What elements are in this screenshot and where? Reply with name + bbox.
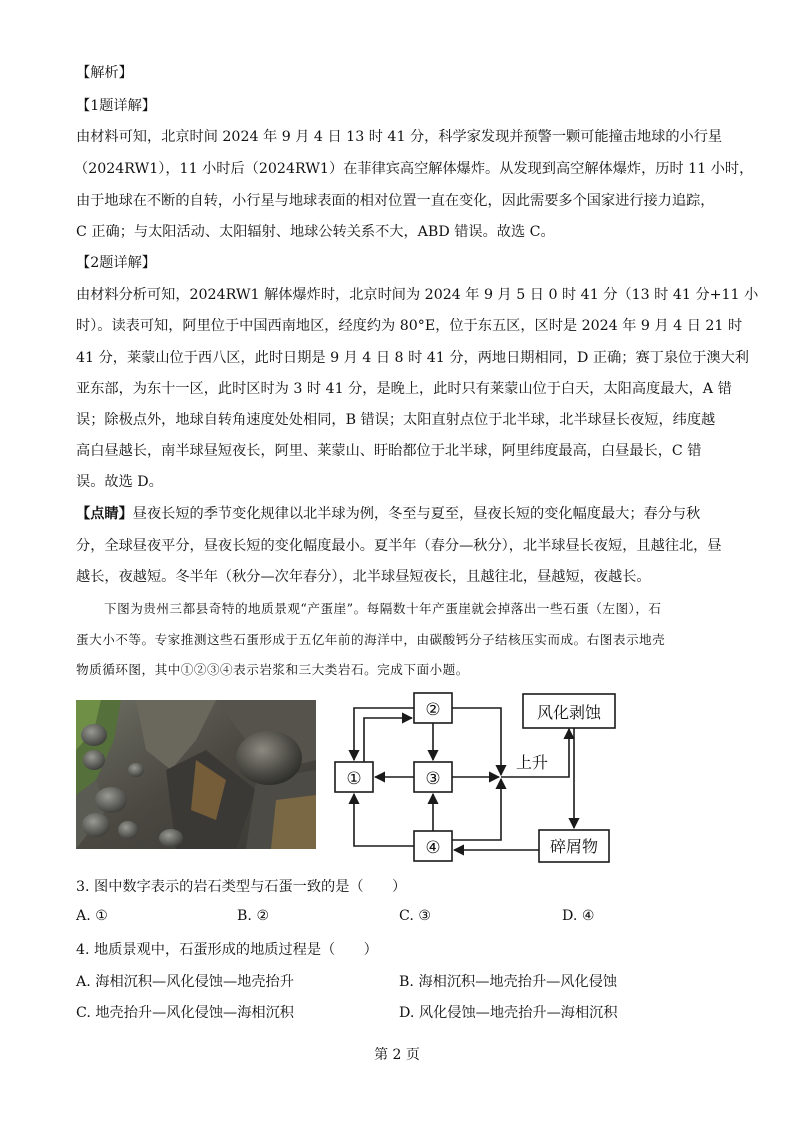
debris-label: 碎屑物	[549, 837, 599, 856]
q2-line: 误；除极点外，地球自转角速度处处相同，B 错误；太阳直射点位于北半球，北半球昼长夜短，纬度越	[76, 412, 716, 428]
q2-heading: 【2题详解】	[76, 255, 156, 271]
q2-line: 误。故选 D。	[76, 474, 163, 490]
q1-line: 由材料可知，北京时间 2024 年 9 月 4 日 13 时 41 分，科学家发现并预警一颗可能撞击地球的小行星	[76, 129, 723, 145]
q3-option-d[interactable]: D. ④	[562, 908, 595, 924]
q2-line: 高白昼越长，南半球昼短夜长，阿里、莱蒙山、盱眙都位于北半球，阿里纬度最高，白昼最长，C 错	[76, 443, 702, 459]
q3-option-c[interactable]: C. ③	[399, 908, 432, 924]
intro-line: 蛋大小不等。专家推测这些石蛋形成于五亿年前的海洋中，由碳酸钙分子结核压实而成。右图表示地壳	[76, 632, 666, 647]
q2-line: 时）。读表可知，阿里位于中国西南地区，经度约为 80°E，位于东五区，区时是 2024 年 9 月 4 日 21 时	[76, 318, 743, 334]
q3-option-a[interactable]: A. ①	[76, 908, 108, 924]
intro-line: 下图为贵州三都县奇特的地质景观“产蛋崖”。每隔数十年产蛋崖就会掉落出一些石蛋（左图），石	[104, 601, 662, 616]
analysis-heading: 【解析】	[76, 65, 133, 81]
tip-line	[76, 504, 700, 524]
stone-egg-photo	[76, 700, 316, 849]
q3-stem: 3. 图中数字表示的岩石类型与石蛋一致的是（ ）	[76, 879, 407, 895]
tip-text: 昼夜长短的季节变化规律以北半球为例，冬至与夏至，昼夜长短的变化幅度最大；春分与秋	[132, 506, 701, 522]
q3-option-b[interactable]: B. ②	[237, 908, 270, 924]
node-4-label: ④	[425, 838, 441, 858]
q1-line: 由于地球在不断的自转，小行星与地球表面的相对位置一直在变化，因此需要多个国家进行接力追踪，	[76, 193, 715, 209]
q2-line: 由材料分析可知，2024RW1 解体爆炸时，北京时间为 2024 年 9 月 5 日 0 时 41 分（13 时 41 分+11 小	[76, 287, 759, 303]
q4-option-d[interactable]: D. 风化侵蚀—地壳抬升—海相沉积	[399, 1005, 618, 1021]
tip-line: 越长，夜越短。冬半年（秋分—次年春分），北半球昼短夜长，且越往北，昼越短，夜越长。	[76, 569, 651, 585]
q2-line: 41 分，莱蒙山位于西八区，此时日期是 9 月 4 日 8 时 41 分，两地日期相同，D 正确；赛丁泉位于澳大利	[76, 350, 749, 366]
tip-label: 【点睛】	[76, 506, 133, 522]
q1-heading: 【1题详解】	[76, 98, 156, 114]
q4-option-a[interactable]: A. 海相沉积—风化侵蚀—地壳抬升	[76, 974, 294, 990]
page-number: 第 2 页	[374, 1047, 420, 1063]
q2-line: 亚东部，为东十一区，此时区时为 3 时 41 分，是晚上，此时只有莱蒙山位于白天，太阳高度最大，A 错	[76, 381, 732, 397]
rock-cycle-diagram	[330, 688, 620, 868]
q4-option-b[interactable]: B. 海相沉积—地壳抬升—风化侵蚀	[399, 974, 618, 990]
q1-line: C 正确；与太阳活动、太阳辐射、地球公转关系不大，ABD 错误。故选 C。	[76, 224, 555, 240]
weathering-label: 风化剥蚀	[536, 703, 602, 722]
intro-line: 物质循环图，其中①②③④表示岩浆和三大类岩石。完成下面小题。	[76, 662, 469, 677]
q4-stem: 4. 地质景观中，石蛋形成的地质过程是（ ）	[76, 942, 378, 958]
q4-option-c[interactable]: C. 地壳抬升—风化侵蚀—海相沉积	[76, 1005, 294, 1021]
node-2-label: ②	[425, 700, 441, 720]
uplift-label: 上升	[515, 753, 549, 772]
node-1-label: ①	[346, 769, 362, 789]
q1-line: （2024RW1），11 小时后（2024RW1）在菲律宾高空解体爆炸。从发现到高空解体爆炸，历时 11 小时，	[74, 161, 754, 177]
tip-line: 分，全球昼夜平分，昼夜长短的变化幅度最小。夏半年（春分—秋分），北半球昼长夜短，且越往北，昼	[76, 538, 722, 554]
node-3-label: ③	[425, 769, 441, 789]
